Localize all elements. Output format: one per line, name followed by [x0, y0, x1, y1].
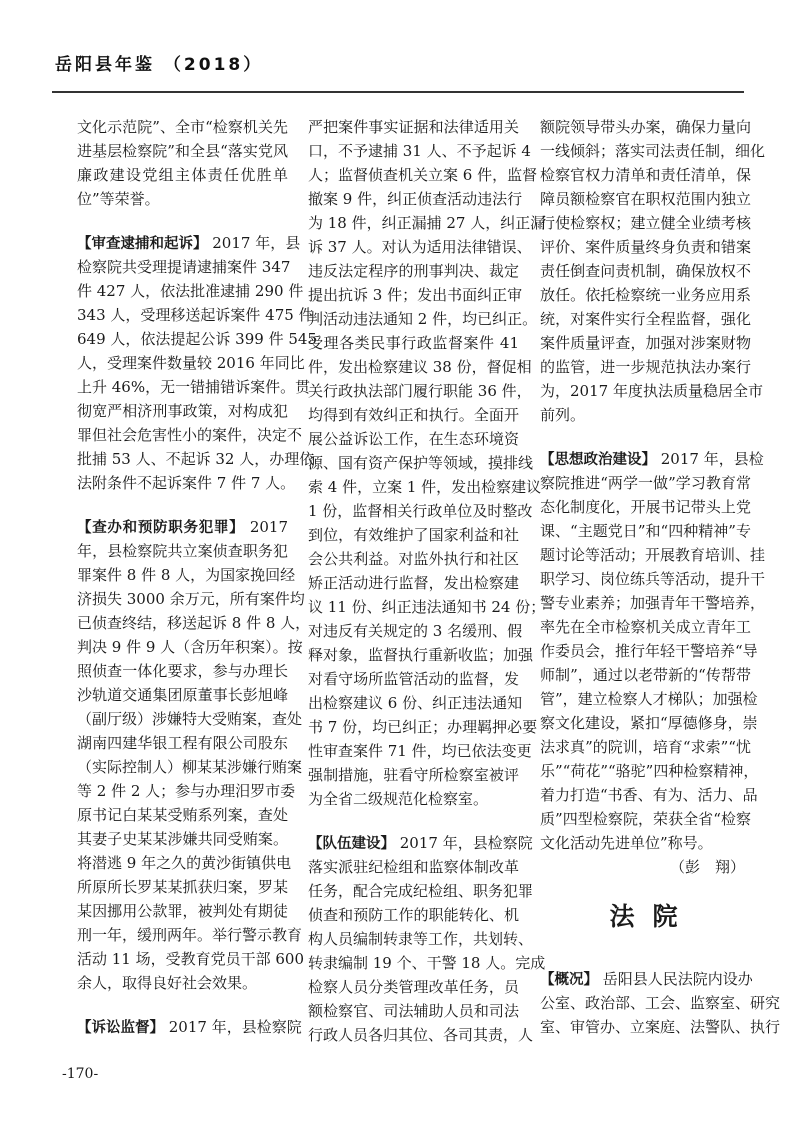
text-line	[308, 163, 538, 187]
text-line	[540, 495, 751, 519]
text-line	[308, 403, 519, 427]
text-line	[77, 539, 288, 563]
line-text: 其妻子史某某涉嫌共同受贿案。	[77, 830, 288, 848]
text-line	[77, 923, 303, 947]
text-line	[308, 595, 546, 619]
text-line	[77, 423, 303, 447]
line-text: 释对象，监督执行重新收监；加强	[308, 646, 534, 664]
line-text: 提出抗诉 3 件；发出书面纠正审	[308, 286, 523, 304]
line-text: 文化示范院”、全市“检察机关先	[77, 118, 288, 136]
text-line	[540, 139, 766, 163]
line-text: 所原所长罗某某抓获归案，罗某	[77, 878, 288, 896]
column-2	[308, 115, 546, 1047]
text-line	[308, 307, 538, 331]
text-line	[308, 975, 519, 999]
line-text: 障员额检察官在职权范围内独立	[540, 190, 751, 208]
text-line	[540, 567, 766, 591]
line-text: 为 18 件，纠正漏捕 27 人，纠正漏	[308, 214, 546, 232]
line-text: 罪案件 8 件 8 人，为国家挽回经	[77, 566, 296, 584]
paragraph	[77, 231, 317, 495]
line-text: 对看守场所监管活动的监督，发	[308, 670, 519, 688]
text-line	[77, 683, 288, 707]
line-text: 职学习、岗位练兵等活动，提升干	[540, 570, 766, 588]
text-line	[540, 711, 758, 735]
line-text: 矫正活动进行监督，发出检察建	[308, 574, 519, 592]
section-heading: 【思想政治建设】	[540, 452, 656, 468]
text-line	[308, 831, 533, 855]
line-text: 2017 年，县检察院	[395, 834, 533, 852]
line-text: 性审查案件 71 件，均已依法变更	[308, 742, 532, 760]
text-line	[77, 515, 288, 539]
line-text: 额院领导带头办案，确保力量向	[540, 118, 751, 136]
line-text: 着力打造“书香、有为、活力、品	[540, 786, 758, 804]
section-heading: 【概况】	[540, 972, 598, 988]
line-text: 上升 46%，无一错捕错诉案件。贯	[77, 378, 311, 396]
text-line	[308, 903, 519, 927]
text-line	[540, 187, 751, 211]
line-text: 察文化建设，紧扣“厚德修身，崇	[540, 714, 758, 732]
line-text: 关行政执法部门履行职能 36 件，	[308, 382, 532, 400]
text-line	[540, 471, 751, 495]
text-line	[77, 851, 292, 875]
text-line	[308, 787, 519, 811]
line-text: 件，发出检察建议 38 份，督促相	[308, 358, 532, 376]
line-text: 2017 年，县检	[656, 450, 764, 468]
text-line	[308, 523, 519, 547]
line-text: 刑一年，缓刑两年。举行警示教育	[77, 926, 303, 944]
line-text: 违反法定程序的刑事判决、裁定	[308, 262, 519, 280]
text-line	[77, 659, 288, 683]
text-line	[540, 355, 751, 379]
paragraph	[540, 447, 766, 855]
line-text: 任务，配合完成纪检组、职务犯罪	[308, 882, 534, 900]
line-text: 年，县检察院共立案侦查职务犯	[77, 542, 288, 560]
text-line	[77, 731, 288, 755]
text-line	[308, 499, 533, 523]
line-text: 课、“主题党日”和“四种精神”专	[540, 522, 751, 540]
line-text: 诉 37 人。对认为适用法律错误、	[308, 238, 532, 256]
section-heading: 【队伍建设】	[308, 836, 395, 852]
text-line	[77, 635, 303, 659]
text-line	[308, 451, 534, 475]
line-text: （副厅级）涉嫌特大受贿案，查处	[77, 710, 303, 728]
line-text: 为全省二级规范化检察室。	[308, 790, 489, 808]
text-line	[77, 899, 288, 923]
text-line	[540, 379, 763, 403]
text-line	[540, 759, 759, 783]
line-text: 严把案件事实证据和法律适用关	[308, 118, 519, 136]
text-line	[308, 379, 532, 403]
text-line	[540, 735, 751, 759]
line-text: 转隶编制 19 个、干警 18 人。完成	[308, 954, 546, 972]
text-line	[308, 283, 523, 307]
line-text: 书 7 份，均已纠正；办理羁押必要	[308, 718, 538, 736]
text-line	[308, 951, 546, 975]
paragraph	[77, 515, 311, 995]
line-text: 态化制度化，开展书记带头上党	[540, 498, 751, 516]
text-line	[77, 303, 314, 327]
line-text: 到位，有效维护了国家利益和社	[308, 526, 519, 544]
text-line	[540, 259, 751, 283]
line-text: 2017 年，县	[207, 234, 301, 252]
line-text: 师制”，通过以老带新的“传帮带	[540, 666, 751, 684]
line-text: 已侦查终结，移送起诉 8 件 8 人，	[77, 614, 311, 632]
line-text: 人，受理案件数量较 2016 年同比	[77, 354, 305, 372]
text-line	[77, 587, 305, 611]
line-text: 构人员编制转隶等工作，共划转、	[308, 930, 534, 948]
line-text: 均得到有效纠正和执行。全面开	[308, 406, 519, 424]
text-line	[77, 827, 288, 851]
line-text: 济损失 3000 余万元，所有案件均	[77, 590, 305, 608]
line-text: 活动 11 场，受教育党员干部 600	[77, 950, 305, 968]
text-line	[77, 755, 303, 779]
line-text: 责任倒查问责机制，确保放权不	[540, 262, 751, 280]
paragraph	[308, 115, 546, 811]
line-text: 侦查和预防工作的职能转化、机	[308, 906, 519, 924]
line-text: 检察院共受理提请逮捕案件 347	[77, 258, 291, 276]
line-text: 判活动违法通知 2 件，均已纠正。	[308, 310, 538, 328]
line-text: 进基层检察院”和全县“落实党风	[77, 142, 288, 160]
line-text: 文化活动先进单位”称号。	[540, 834, 713, 852]
line-text: 2017	[244, 518, 288, 536]
line-text: 质”四型检察院，荣获全省“检察	[540, 810, 751, 828]
line-text: 等 2 件 2 人；参与办理汨罗市委	[77, 782, 296, 800]
line-text: 索 4 件，立案 1 件，发出检察建议	[308, 478, 542, 496]
text-line	[77, 279, 304, 303]
line-text: 原书记白某某受贿系列案，查处	[77, 806, 288, 824]
text-line	[77, 231, 301, 255]
text-line	[308, 547, 519, 571]
text-line	[540, 615, 751, 639]
text-line	[540, 663, 751, 687]
text-line	[308, 475, 542, 499]
paragraph	[540, 967, 781, 1039]
line-text: 对违反有关规定的 3 名缓刑、假	[308, 622, 523, 640]
text-line	[77, 163, 288, 187]
text-line	[77, 803, 288, 827]
line-text: 行使检察权；建立健全业绩考核	[540, 214, 751, 232]
text-line	[77, 139, 288, 163]
text-line	[308, 643, 534, 667]
column-1	[77, 115, 317, 1039]
line-text: 题讨论等活动；开展教育培训、挂	[540, 546, 766, 564]
text-line	[77, 1015, 302, 1039]
section-heading: 【诉讼监督】	[77, 1020, 164, 1036]
text-line	[308, 999, 519, 1023]
line-text: 评价、案件质量终身负责和错案	[540, 238, 751, 256]
text-line	[308, 763, 519, 787]
text-line	[308, 115, 519, 139]
line-text: 湖南四建华银工程有限公司股东	[77, 734, 288, 752]
text-line	[77, 255, 291, 279]
header-rule	[52, 91, 744, 93]
text-line	[308, 739, 532, 763]
line-text: 议 11 份、纠正违法通知书 24 份；	[308, 598, 546, 616]
text-line	[77, 327, 317, 351]
line-text: 法求真”的院训，培育“求索”“忧	[540, 738, 751, 756]
author-signature: （彭 翔）	[669, 858, 745, 876]
line-text: 一线倾斜；落实司法责任制，细化	[540, 142, 766, 160]
line-text: 的监管，进一步规范执法办案行	[540, 358, 751, 376]
line-text: 彻宽严相济刑事政策，对构成犯	[77, 402, 288, 420]
line-text: 廉政建设党组主体责任优胜单	[77, 166, 288, 184]
text-line	[77, 947, 305, 971]
line-text: 行政人员各归其位、各司其责，人	[308, 1026, 534, 1044]
text-line	[540, 331, 751, 355]
text-line	[540, 831, 751, 855]
text-line	[540, 991, 781, 1015]
line-text: 批捕 53 人、不起诉 32 人，办理依	[77, 450, 315, 468]
line-text: 检察官权力清单和责任清单，保	[540, 166, 751, 184]
line-text: 强制措施，驻看守所检察室被评	[308, 766, 519, 784]
text-line	[77, 187, 288, 211]
text-line	[77, 399, 288, 423]
line-text: 件 427 人，依法批准逮捕 290 件	[77, 282, 304, 300]
line-text: 位”等荣誉。	[77, 190, 160, 208]
line-text: 沙轨道交通集团原董事长彭旭峰	[77, 686, 288, 704]
text-line	[540, 967, 751, 991]
text-line	[77, 611, 311, 635]
line-text: 察院推进“两学一做”学习教育常	[540, 474, 751, 492]
text-line	[308, 619, 523, 643]
text-line	[77, 779, 296, 803]
line-text: 率先在全市检察机关成立青年工	[540, 618, 751, 636]
line-text: 额检察官、司法辅助人员和司法	[308, 1002, 519, 1020]
text-line	[308, 667, 519, 691]
section-heading: 【查办和预防职务犯罪】	[77, 520, 245, 536]
line-text: 将潜逃 9 年之久的黄沙街镇供电	[77, 854, 292, 872]
line-text: 判决 9 件 9 人（含历年积案）。按	[77, 638, 303, 656]
text-line	[77, 707, 303, 731]
line-text: （实际控制人）柳某某涉嫌行贿案	[77, 758, 303, 776]
line-text: 1 份，监督相关行政单位及时整改	[308, 502, 533, 520]
paragraph	[308, 831, 546, 1047]
text-line	[308, 855, 519, 879]
line-text: 展公益诉讼工作，在生态环境资	[308, 430, 519, 448]
text-line	[540, 687, 758, 711]
line-text: 管”，建立检察人才梯队；加强检	[540, 690, 758, 708]
line-text: 649 人，依法提起公诉 399 件 545	[77, 330, 317, 348]
text-line	[308, 331, 519, 355]
text-line	[308, 879, 534, 903]
line-text: 某因挪用公款罪，被判处有期徒	[77, 902, 288, 920]
text-line	[540, 1015, 781, 1039]
text-line	[308, 235, 532, 259]
text-line	[308, 427, 519, 451]
line-text: 照侦查一体化要求，参与办理长	[77, 662, 288, 680]
paragraph	[77, 115, 288, 211]
section-heading: 【审查逮捕和起诉】	[77, 236, 208, 252]
column-3	[540, 115, 781, 1039]
text-line	[540, 211, 751, 235]
text-line	[540, 283, 751, 307]
line-text: 撤案 9 件，纠正侦查活动违法行	[308, 190, 523, 208]
text-line	[308, 259, 519, 283]
text-line	[77, 447, 315, 471]
paragraph	[77, 1015, 302, 1039]
line-text: 为，2017 年度执法质量稳居全市	[540, 382, 763, 400]
line-text: 罪但社会危害性小的案件，决定不	[77, 426, 303, 444]
text-line	[77, 875, 288, 899]
line-text: 余人，取得良好社会效果。	[77, 974, 258, 992]
line-text: 法附条件不起诉案件 7 件 7 人。	[77, 474, 296, 492]
line-text: 放任。依托检察统一业务应用系	[540, 286, 751, 304]
line-text: 作委员会，推行年轻干警培养“导	[540, 642, 758, 660]
text-line	[308, 927, 534, 951]
line-text: 警专业素养；加强青年干警培养，	[540, 594, 766, 612]
line-text: 乐”“荷花”“骆驼”四种检察精神，	[540, 762, 759, 780]
text-line	[77, 563, 296, 587]
running-header-title: 岳阳县年鉴 （2018）	[55, 55, 264, 75]
line-text: 前列。	[540, 406, 586, 424]
line-text: 公室、政治部、工会、监察室、研究	[540, 994, 781, 1012]
line-text: 统，对案件实行全程监督，强化	[540, 310, 751, 328]
text-line	[77, 351, 305, 375]
line-text: 出检察建议 6 份、纠正违法通知	[308, 694, 523, 712]
line-text: 源、国有资产保护等领域，摸排线	[308, 454, 534, 472]
text-line	[77, 375, 311, 399]
text-line	[77, 115, 288, 139]
line-text: 343 人，受理移送起诉案件 475 件	[77, 306, 314, 324]
line-text: 岳阳县人民法院内设办	[598, 970, 753, 988]
line-text: 人；监督侦查机关立案 6 件，监督	[308, 166, 538, 184]
text-line	[540, 403, 751, 427]
text-line	[540, 519, 751, 543]
text-line	[540, 447, 764, 471]
text-line	[77, 971, 288, 995]
text-line	[540, 235, 751, 259]
line-text: 室、审管办、立案庭、法警队、执行	[540, 1018, 781, 1036]
text-line	[540, 591, 766, 615]
text-line	[540, 807, 751, 831]
line-text: 口，不予逮捕 31 人、不予起诉 4	[308, 142, 531, 160]
section-title: 法院	[609, 902, 696, 931]
line-text: 受理各类民事行政监督案件 41	[308, 334, 519, 352]
line-text: 检察人员分类管理改革任务，员	[308, 978, 519, 996]
text-line	[308, 571, 519, 595]
text-line	[77, 471, 296, 495]
page-number: -170-	[62, 1066, 99, 1082]
paragraph	[540, 115, 766, 427]
text-line	[540, 307, 751, 331]
line-text: 落实派驻纪检组和监察体制改革	[308, 858, 519, 876]
text-line	[308, 211, 546, 235]
line-text: 会公共利益。对监外执行和社区	[308, 550, 519, 568]
text-line	[540, 783, 758, 807]
text-line	[308, 1023, 534, 1047]
text-line	[540, 115, 751, 139]
line-text: 2017 年，县检察院	[164, 1018, 302, 1036]
text-line	[308, 139, 531, 163]
text-line	[308, 691, 523, 715]
text-line	[540, 543, 766, 567]
text-line	[308, 715, 538, 739]
line-text: 案件质量评查，加强对涉案财物	[540, 334, 751, 352]
text-line	[540, 639, 758, 663]
text-line	[540, 163, 751, 187]
text-line	[308, 355, 532, 379]
text-line	[308, 187, 523, 211]
